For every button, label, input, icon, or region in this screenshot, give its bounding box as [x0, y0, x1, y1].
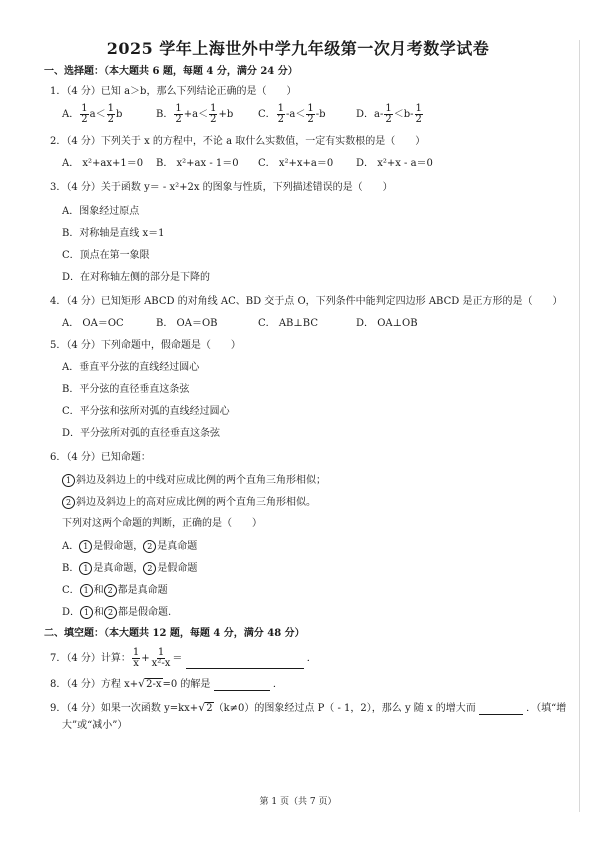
q2-option-a: A． x²+ax+1＝0	[62, 158, 144, 169]
q2-option-c: C． x²+x+a＝0	[258, 158, 334, 169]
q1-option-d: D．a- $\frac{1}{2}$ ＜b- $\frac{1}{2}$	[356, 103, 422, 125]
q8-answer-blank[interactable]	[214, 680, 270, 691]
exam-title: 2025 学年上海世外中学九年级第一次月考数学试卷	[106, 39, 490, 58]
q6-claim-2: 2 斜边及斜边上的高对应成比例的两个直角三角形相似。	[62, 496, 316, 509]
question-9: 9．（4 分）如果一次函数 y=kx+√2（k≠0）的图象经过点 P（ - 1，2），那么 y 随 x 的增大而 ．（填“增	[50, 701, 567, 714]
question-5-stem: 5．（4 分）下列命题中，假命题是（ ）	[50, 340, 241, 351]
page-footer: 第 1 页（共 7 页）	[259, 797, 337, 807]
q2-option-b: B． x²+ax - 1＝0	[156, 158, 239, 169]
q3-option-d: D．在对称轴左侧的部分是下降的	[62, 272, 211, 283]
q6-claim-1: 1 斜边及斜边上的中线对应成比例的两个直角三角形相似；	[62, 474, 326, 487]
question-8: 8．（4 分）方程 x+√2-x=0 的解是 ．	[50, 677, 283, 690]
q3-option-b: B．对称轴是直线 x＝1	[62, 228, 165, 239]
q4-option-d: D． OA⊥OB	[356, 318, 418, 329]
q4-option-a: A． OA＝OC	[62, 318, 124, 329]
circled-number-1: 1	[62, 474, 75, 487]
q1-option-a: A． $\frac{1}{2}$ a＜ $\frac{1}{2}$ b	[62, 103, 123, 125]
q5-option-d: D．平分弦所对弧的直径垂直这条弦	[62, 428, 221, 439]
question-2-stem: 2．（4 分）下列关于 x 的方程中，不论 a 取什么实数值，一定有实数根的是（ ）	[50, 136, 426, 147]
q4-option-c: C． AB⊥BC	[258, 318, 318, 329]
question-3-stem: 3．（4 分）关于函数 y＝ - x²+2x 的图象与性质，下列描述错误的是（ ）	[50, 182, 393, 193]
q3-option-a: A．图象经过原点	[62, 206, 140, 217]
q6-option-c: C． 1 和 2 都是真命题	[62, 585, 168, 596]
q6-judge-text: 下列对这两个命题的判断，正确的是（ ）	[62, 518, 262, 529]
question-1-stem: 1．（4 分）已知 a＞b，那么下列结论正确的是（ ）	[50, 86, 297, 97]
q3-option-c: C．顶点在第一象限	[62, 250, 150, 261]
q5-option-b: B．平分弦的直径垂直这条弦	[62, 384, 190, 395]
q9-answer-blank[interactable]	[479, 704, 523, 715]
section-heading-choice: 一、选择题：（本大题共 6 题，每题 4 分，满分 24 分）	[44, 66, 298, 77]
q1-option-c: C． $\frac{1}{2}$ -a＜ $\frac{1}{2}$ -b	[258, 103, 326, 125]
question-4-stem: 4．（4 分）已知矩形 ABCD 的对角线 AC、BD 交于点 O，下列条件中能判定四边形 ABCD 是正方形的是（ ）	[50, 296, 563, 307]
q2-option-d: D． x²+x - a＝0	[356, 158, 433, 169]
circled-number-2: 2	[62, 496, 75, 509]
q5-option-a: A．垂直平分弦的直线经过圆心	[62, 362, 200, 373]
section-heading-fill: 二、填空题：（本大题共 12 题，每题 4 分，满分 48 分）	[44, 628, 305, 639]
question-9-continued: 大”或“减小”）	[62, 720, 128, 731]
q6-option-b: B． 1 是真命题， 2 是假命题	[62, 563, 198, 574]
q4-option-b: B． OA＝OB	[156, 318, 218, 329]
q7-answer-blank[interactable]	[186, 658, 304, 669]
q5-option-c: C．平分弦和弦所对弧的直线经过圆心	[62, 406, 230, 417]
question-6-stem: 6．（4 分）已知命题：	[50, 452, 151, 463]
question-7: 7．（4 分）计算： $\frac{1}{x}$ + $\frac{1}{\text{x²-x}}$ ＝ ．	[50, 647, 317, 669]
page-edge-line	[579, 40, 580, 812]
q6-option-a: A． 1 是假命题， 2 是真命题	[62, 541, 198, 552]
q6-option-d: D． 1 和 2 都是假命题.	[62, 607, 172, 618]
q1-option-b: B． $\frac{1}{2}$ +a＜ $\frac{1}{2}$ +b	[156, 103, 234, 125]
